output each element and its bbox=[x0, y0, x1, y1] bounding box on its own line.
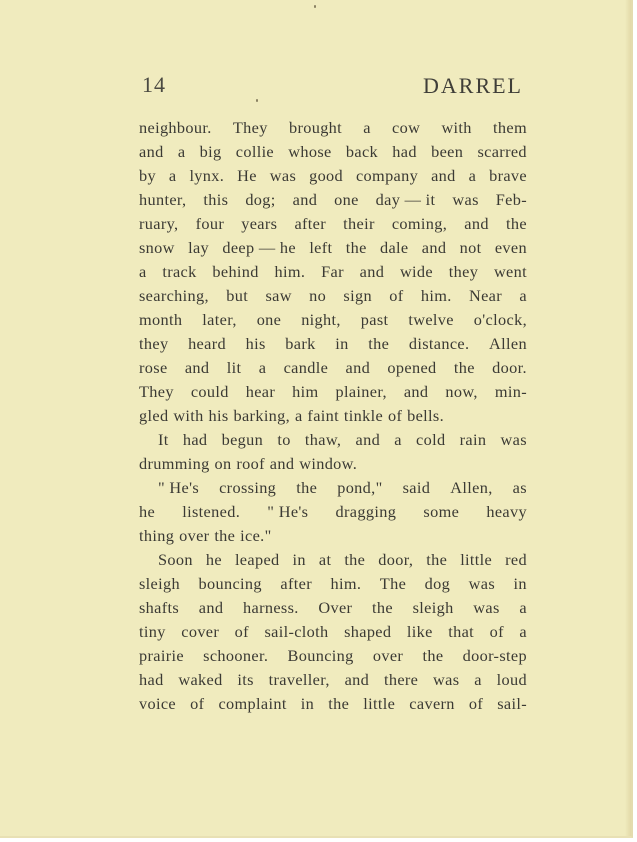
word: in bbox=[292, 550, 306, 569]
word: hear bbox=[245, 382, 276, 401]
word: left bbox=[309, 238, 333, 257]
word: thing bbox=[139, 526, 175, 545]
word: dale bbox=[379, 238, 409, 257]
word: dog; bbox=[245, 190, 276, 209]
word: and bbox=[464, 214, 489, 233]
word: ice." bbox=[240, 526, 272, 545]
text-line bbox=[139, 140, 527, 164]
word: back bbox=[345, 142, 379, 161]
word: barking, bbox=[233, 406, 291, 425]
text-line bbox=[139, 428, 527, 452]
word: was bbox=[500, 430, 527, 449]
word: company bbox=[355, 166, 419, 185]
word: sail-cloth bbox=[264, 622, 329, 641]
word: him. bbox=[420, 286, 452, 305]
word: door. bbox=[492, 358, 527, 377]
word: at bbox=[318, 550, 332, 569]
word: of bbox=[389, 286, 404, 305]
word: Feb- bbox=[495, 190, 527, 209]
word: little bbox=[363, 694, 396, 713]
word: good bbox=[309, 166, 344, 185]
paper-speck bbox=[314, 5, 316, 8]
word: collie bbox=[235, 142, 275, 161]
word: sleigh bbox=[412, 598, 454, 617]
word: the bbox=[296, 478, 318, 497]
word: door-step bbox=[462, 646, 527, 665]
text-line bbox=[139, 164, 527, 188]
word: prairie bbox=[139, 646, 184, 665]
word: bouncing bbox=[198, 574, 262, 593]
word: He bbox=[237, 166, 257, 185]
word: and bbox=[269, 454, 295, 473]
word: crossing bbox=[219, 478, 277, 497]
word: candle bbox=[283, 358, 329, 377]
word: on bbox=[214, 454, 232, 473]
word: a bbox=[519, 622, 527, 641]
word: he bbox=[205, 550, 222, 569]
word: the bbox=[372, 598, 393, 617]
text-line bbox=[139, 644, 527, 668]
body-text bbox=[139, 116, 527, 716]
word: a bbox=[363, 118, 371, 137]
word: over bbox=[179, 526, 210, 545]
word: dragging bbox=[335, 502, 397, 521]
word: there bbox=[383, 670, 419, 689]
word: They bbox=[139, 382, 174, 401]
word: Near bbox=[468, 286, 503, 305]
word: a bbox=[177, 142, 186, 161]
word: a bbox=[519, 286, 527, 305]
word: heavy bbox=[486, 502, 527, 521]
word: o'clock, bbox=[473, 310, 527, 329]
word: They bbox=[232, 118, 268, 137]
word: was bbox=[452, 190, 479, 209]
word: harness. bbox=[243, 598, 299, 617]
word: distance. bbox=[408, 334, 470, 353]
word: its bbox=[237, 670, 254, 689]
word: It bbox=[158, 430, 169, 449]
word: Allen, bbox=[450, 478, 493, 497]
word: cold bbox=[416, 430, 446, 449]
word: roof bbox=[236, 454, 265, 473]
text-line bbox=[139, 188, 527, 212]
word: been bbox=[431, 142, 464, 161]
word: day — it bbox=[375, 190, 436, 209]
text-line bbox=[139, 452, 527, 476]
word: track bbox=[162, 262, 197, 281]
word: traveller, bbox=[268, 670, 330, 689]
word: saw bbox=[265, 286, 292, 305]
word: went bbox=[493, 262, 527, 281]
word: drumming bbox=[139, 454, 210, 473]
word: neighbour. bbox=[139, 118, 212, 137]
word: cavern bbox=[409, 694, 455, 713]
word: of bbox=[234, 622, 249, 641]
word: the bbox=[368, 334, 390, 353]
word: schooner. bbox=[203, 646, 269, 665]
word: his bbox=[245, 334, 266, 353]
word: listened. bbox=[182, 502, 241, 521]
text-line bbox=[139, 548, 527, 572]
text-line bbox=[139, 668, 527, 692]
word: Bouncing bbox=[287, 646, 354, 665]
word: that bbox=[448, 622, 475, 641]
text-line bbox=[139, 572, 527, 596]
word: one bbox=[334, 190, 359, 209]
word: him. bbox=[274, 262, 306, 281]
page-edge-shadow bbox=[625, 0, 631, 836]
word: min- bbox=[494, 382, 527, 401]
text-line bbox=[139, 308, 527, 332]
word: searching, bbox=[139, 286, 209, 305]
word: cover bbox=[181, 622, 220, 641]
word: in bbox=[300, 694, 315, 713]
word: red bbox=[505, 550, 527, 569]
text-line bbox=[139, 236, 527, 260]
word: later, bbox=[202, 310, 237, 329]
word: loud bbox=[496, 670, 527, 689]
word: a bbox=[139, 262, 147, 281]
word: bark bbox=[285, 334, 316, 353]
word: of bbox=[489, 622, 504, 641]
word: with bbox=[441, 118, 472, 137]
text-line bbox=[139, 116, 527, 140]
word: hunter, bbox=[139, 190, 187, 209]
word: a bbox=[474, 670, 482, 689]
text-line bbox=[139, 596, 527, 620]
word: door, bbox=[378, 550, 414, 569]
word: could bbox=[190, 382, 229, 401]
word: and bbox=[403, 382, 429, 401]
word: big bbox=[199, 142, 222, 161]
text-line bbox=[139, 332, 527, 356]
word: a bbox=[168, 166, 177, 185]
word: shafts bbox=[139, 598, 180, 617]
word: month bbox=[139, 310, 183, 329]
word: a bbox=[258, 358, 267, 377]
text-line bbox=[139, 260, 527, 284]
word: " He's bbox=[158, 478, 200, 497]
word: was bbox=[269, 166, 297, 185]
word: little bbox=[460, 550, 493, 569]
word: dog bbox=[424, 574, 451, 593]
word: cow bbox=[392, 118, 421, 137]
word: in bbox=[513, 574, 527, 593]
word: of bbox=[387, 406, 403, 425]
word: leaped bbox=[234, 550, 280, 569]
word: ruary, bbox=[139, 214, 179, 233]
word: they bbox=[139, 334, 169, 353]
running-head-title: DARREL bbox=[423, 73, 523, 98]
word: night, bbox=[301, 310, 341, 329]
word: had bbox=[139, 670, 164, 689]
word: and bbox=[344, 670, 370, 689]
word: had bbox=[392, 142, 417, 161]
page-number: 14 bbox=[142, 72, 166, 97]
word: voice bbox=[139, 694, 177, 713]
word: plainer, bbox=[335, 382, 387, 401]
word: and bbox=[198, 598, 224, 617]
text-line bbox=[139, 404, 527, 428]
word: said bbox=[402, 478, 431, 497]
word: even bbox=[494, 238, 527, 257]
word: a bbox=[394, 430, 402, 449]
word: they bbox=[448, 262, 479, 281]
word: of bbox=[190, 694, 205, 713]
word: lynx. bbox=[189, 166, 225, 185]
word: faint bbox=[307, 406, 340, 425]
word: one bbox=[256, 310, 282, 329]
word: the bbox=[505, 214, 527, 233]
word: not bbox=[459, 238, 482, 257]
word: in bbox=[335, 334, 349, 353]
word: but bbox=[226, 286, 249, 305]
word: lay bbox=[188, 238, 210, 257]
word: heard bbox=[188, 334, 226, 353]
word: sleigh bbox=[139, 574, 180, 593]
word: brave bbox=[489, 166, 527, 185]
text-line bbox=[139, 476, 527, 500]
word: his bbox=[208, 406, 229, 425]
word: whose bbox=[288, 142, 332, 161]
word: a bbox=[519, 598, 527, 617]
word: coming, bbox=[391, 214, 448, 233]
paper-speck bbox=[256, 99, 258, 102]
word: the bbox=[422, 646, 444, 665]
text-line bbox=[139, 356, 527, 380]
word: and bbox=[139, 142, 164, 161]
word: was bbox=[468, 574, 496, 593]
word: Soon bbox=[158, 550, 193, 569]
word: bells. bbox=[407, 406, 445, 425]
word: tiny bbox=[139, 622, 166, 641]
word: and bbox=[421, 238, 447, 257]
word: had bbox=[182, 430, 208, 449]
word: twelve bbox=[408, 310, 454, 329]
word: snow bbox=[139, 238, 175, 257]
word: some bbox=[423, 502, 460, 521]
word: deep — he bbox=[222, 238, 297, 257]
word: scarred bbox=[477, 142, 527, 161]
word: waked bbox=[178, 670, 223, 689]
word: a bbox=[468, 166, 477, 185]
word: a bbox=[294, 406, 303, 425]
word: Over bbox=[318, 598, 353, 617]
word: and bbox=[345, 358, 371, 377]
text-line bbox=[139, 500, 527, 524]
word: by bbox=[139, 166, 156, 185]
word: years bbox=[241, 214, 278, 233]
word: no bbox=[309, 286, 327, 305]
word: the bbox=[453, 358, 475, 377]
word: and bbox=[355, 430, 381, 449]
word: and bbox=[431, 166, 456, 185]
word: them bbox=[493, 118, 527, 137]
word: like bbox=[406, 622, 433, 641]
text-line bbox=[139, 380, 527, 404]
word: with bbox=[173, 406, 204, 425]
word: he bbox=[139, 502, 156, 521]
word: and bbox=[184, 358, 210, 377]
word: behind bbox=[212, 262, 259, 281]
text-line bbox=[139, 620, 527, 644]
word: after bbox=[280, 574, 312, 593]
word: sign bbox=[343, 286, 372, 305]
word: the bbox=[345, 238, 367, 257]
word: complaint bbox=[218, 694, 287, 713]
word: opened bbox=[387, 358, 437, 377]
word: rose bbox=[139, 358, 168, 377]
word: was bbox=[473, 598, 500, 617]
word: pond," bbox=[337, 478, 383, 497]
text-line bbox=[139, 524, 527, 548]
word: this bbox=[203, 190, 229, 209]
word: their bbox=[343, 214, 375, 233]
word: shaped bbox=[344, 622, 392, 641]
word: thaw, bbox=[304, 430, 342, 449]
word: the bbox=[214, 526, 236, 545]
text-line bbox=[139, 212, 527, 236]
word: sail- bbox=[497, 694, 527, 713]
word: four bbox=[195, 214, 225, 233]
word: " He's bbox=[267, 502, 309, 521]
word: after bbox=[294, 214, 327, 233]
text-line bbox=[139, 692, 527, 716]
word: as bbox=[512, 478, 527, 497]
word: begun bbox=[221, 430, 264, 449]
word: The bbox=[379, 574, 407, 593]
word: to bbox=[277, 430, 291, 449]
word: was bbox=[433, 670, 460, 689]
text-line bbox=[139, 284, 527, 308]
word: gled bbox=[139, 406, 169, 425]
word: Far bbox=[321, 262, 344, 281]
word: past bbox=[360, 310, 389, 329]
word: wide bbox=[399, 262, 433, 281]
word: him. bbox=[330, 574, 362, 593]
word: the bbox=[426, 550, 448, 569]
word: lit bbox=[226, 358, 242, 377]
word: the bbox=[328, 694, 350, 713]
word: brought bbox=[288, 118, 343, 137]
word: the bbox=[344, 550, 366, 569]
word: window. bbox=[299, 454, 358, 473]
word: and bbox=[292, 190, 318, 209]
word: tinkle bbox=[343, 406, 384, 425]
word: Allen bbox=[489, 334, 527, 353]
word: him bbox=[292, 382, 319, 401]
word: rain bbox=[459, 430, 487, 449]
word: over bbox=[372, 646, 404, 665]
word: now, bbox=[445, 382, 478, 401]
word: and bbox=[359, 262, 385, 281]
word: of bbox=[468, 694, 484, 713]
